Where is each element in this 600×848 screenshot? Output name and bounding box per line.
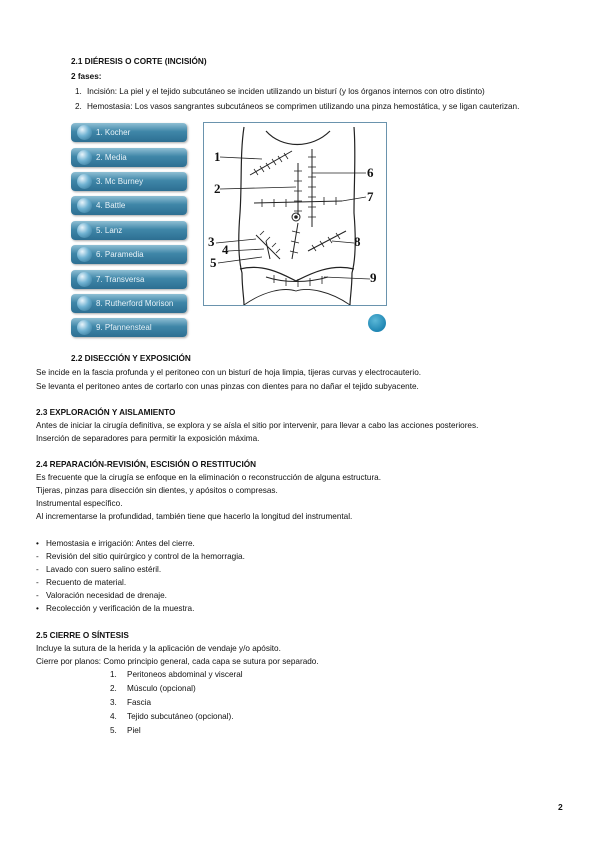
paragraph-line: Instrumental específico.	[36, 499, 123, 508]
page-number: 2	[558, 802, 563, 812]
incision-item-lanz: 5. Lanz	[71, 221, 187, 240]
paragraph-line: Tijeras, pinzas para disección sin dientes, y apósitos o compresas.	[36, 486, 278, 495]
bullet-knob-icon	[77, 198, 92, 213]
diagram-label-9: 9	[370, 270, 377, 285]
plano-text: Tejido subcutáneo (opcional).	[127, 712, 234, 721]
bullet-mark: -	[36, 578, 39, 587]
plano-text: Piel	[127, 726, 141, 735]
diagram-label-3: 3	[208, 234, 215, 249]
paragraph-line: Se levanta el peritoneo antes de cortarlo con unas pinzas con dientes para no dañar el tejido subyacente.	[36, 382, 419, 391]
incision-item-media: 2. Media	[71, 148, 187, 167]
bullet-knob-icon	[77, 272, 92, 287]
bullet-knob-icon	[77, 296, 92, 311]
diagram-label-6: 6	[367, 165, 374, 180]
section-heading-diéresis: 2.1 DIÉRESIS O CORTE (INCISIÓN)	[71, 57, 207, 66]
fases-label: 2 fases:	[71, 72, 102, 81]
bullet-knob-icon	[77, 150, 92, 165]
diagram-label-7: 7	[367, 189, 374, 204]
bullet-knob-icon	[77, 247, 92, 262]
fase-text-incision: Incisión: La piel y el tejido subcutáneo se inciden utilizando un bisturí (y los órganos internos con otro distinto)	[87, 87, 485, 96]
plano-number: 5.	[110, 726, 117, 735]
paragraph-line: Incluye la sutura de la herida y la aplicación de vendaje y/o apósito.	[36, 644, 281, 653]
bullet-knob-icon	[77, 223, 92, 238]
bullet-text: Recolección y verificación de la muestra.	[46, 604, 195, 613]
fase-number: 2.	[75, 102, 82, 111]
bullet-knob-icon	[77, 320, 92, 335]
plano-text: Fascia	[127, 698, 152, 707]
bullet-mark: -	[36, 552, 39, 561]
incision-item-rutherford-morison: 8. Rutherford Morison	[71, 294, 187, 313]
bullet-knob-icon	[77, 125, 92, 140]
bullet-text: Recuento de material.	[46, 578, 127, 587]
diagram-label-5: 5	[210, 255, 217, 270]
plano-number: 4.	[110, 712, 117, 721]
abdomen-illustration	[204, 123, 386, 305]
diagram-label-1: 1	[214, 149, 221, 164]
incision-item-battle: 4. Battle	[71, 196, 187, 215]
fase-number: 1.	[75, 87, 82, 96]
incision-item-paramedia: 6. Paramedia	[71, 245, 187, 264]
paragraph-line: Antes de iniciar la cirugía definitiva, se explora y se aísla el sitio por intervenir, para llevar a cabo las acciones posteriores.	[36, 421, 479, 430]
plano-number: 1.	[110, 670, 117, 679]
section-heading-cierre: 2.5 CIERRE O SÍNTESIS	[36, 631, 129, 640]
paragraph-line: Al incrementarse la profundidad, también tiene que hacerlo la longitud del instrumental.	[36, 512, 353, 521]
bullet-text: Lavado con suero salino estéril.	[46, 565, 162, 574]
plano-text: Peritoneos abdominal y visceral	[127, 670, 243, 679]
incision-item-pfannensteal: 9. Pfannensteal	[71, 318, 187, 337]
bullet-text: Valoración necesidad de drenaje.	[46, 591, 167, 600]
bullet-knob-icon	[77, 174, 92, 189]
paragraph-line: Se incide en la fascia profunda y el peritoneo con un bisturí de hoja limpia, tijeras curvas y electrocauterio.	[36, 368, 422, 377]
plano-number: 2.	[110, 684, 117, 693]
section-heading-reparación: 2.4 REPARACIÓN-REVISIÓN, ESCISIÓN O RESTITUCIÓN	[36, 460, 257, 469]
incision-item-kocher: 1. Kocher	[71, 123, 187, 142]
bullet-mark: •	[36, 539, 39, 548]
incision-item-transversa: 7. Transversa	[71, 270, 187, 289]
section-heading-exploración: 2.3 EXPLORACIÓN Y AISLAMIENTO	[36, 408, 176, 417]
plano-text: Músculo (opcional)	[127, 684, 196, 693]
bullet-text: Revisión del sitio quirúrgico y control de la hemorragia.	[46, 552, 245, 561]
plano-number: 3.	[110, 698, 117, 707]
bullet-text: Hemostasia e irrigación: Antes del cierre.	[46, 539, 195, 548]
paragraph-line: Es frecuente que la cirugía se enfoque en la eliminación o reconstrucción de alguna estructura.	[36, 473, 381, 482]
paragraph-line: Cierre por planos: Como principio general, cada capa se sutura por separado.	[36, 657, 319, 666]
incision-item-mc-burney: 3. Mc Burney	[71, 172, 187, 191]
bullet-mark: -	[36, 565, 39, 574]
diagram-label-8: 8	[354, 234, 361, 249]
abdominal-incisions-diagram	[203, 122, 387, 306]
diagram-label-4: 4	[222, 242, 229, 257]
navigation-dot-icon	[368, 314, 386, 332]
bullet-mark: •	[36, 604, 39, 613]
diagram-label-2: 2	[214, 181, 221, 196]
fase-text-hemostasia: Hemostasia: Los vasos sangrantes subcutáneos se comprimen utilizando una pinza hemostática, y se ligan cauterizan.	[87, 102, 520, 111]
bullet-mark: -	[36, 591, 39, 600]
paragraph-line: Inserción de separadores para permitir la exposición máxima.	[36, 434, 260, 443]
section-heading-disección: 2.2 DISECCIÓN Y EXPOSICIÓN	[71, 354, 191, 363]
